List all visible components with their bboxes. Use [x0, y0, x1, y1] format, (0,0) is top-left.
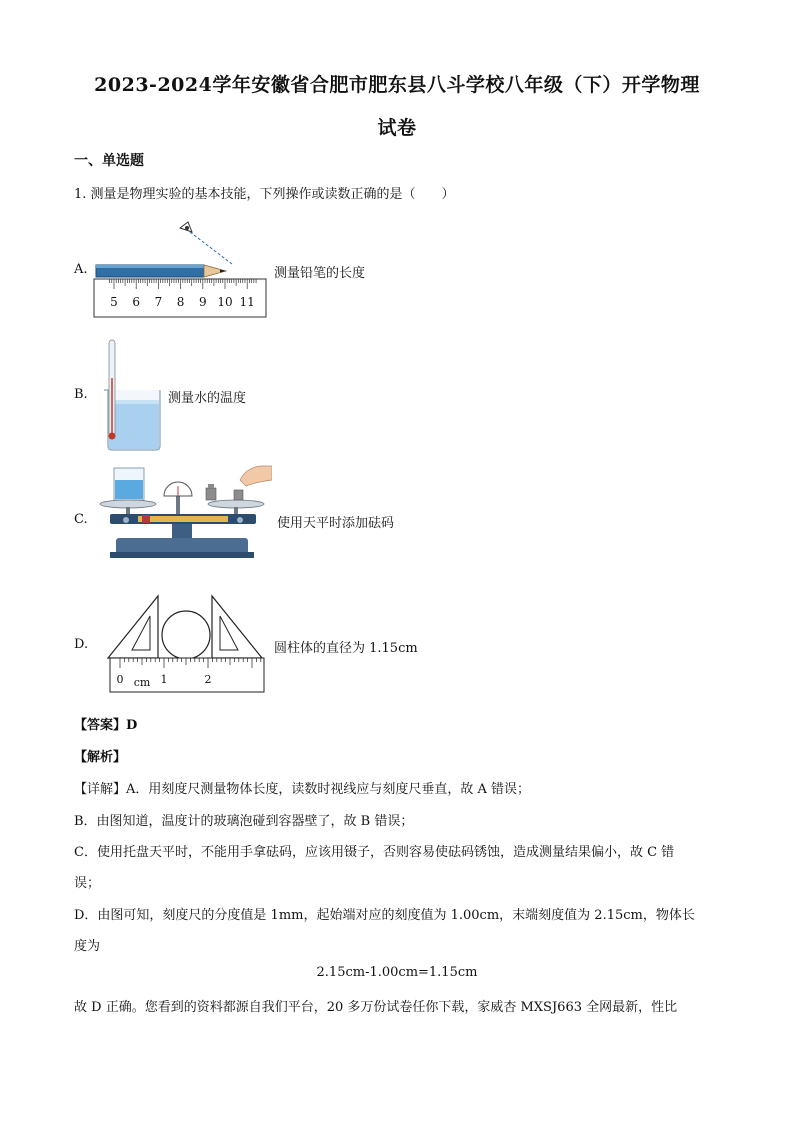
ruler-a-label: 8	[176, 295, 185, 309]
ruler-a-label: 11	[239, 295, 255, 309]
title-line-1: 2023-2024学年安徽省合肥市肥东县八斗学校八年级（下）开学物理	[94, 74, 700, 96]
ruler-d-label: 1	[160, 673, 168, 686]
ruler-d-label: cm	[133, 676, 151, 689]
answer-label: 【答案】D	[74, 718, 138, 733]
analysis-line-7: 故 D 正确。您看到的资料都源自我们平台，20 多万份试卷任你下载，家威杏 MXSJ663 全网最新，性比	[74, 1000, 678, 1015]
analysis-line-6: 度为	[74, 939, 101, 954]
ruler-d-label: 0	[116, 673, 124, 686]
balance-figure	[96, 462, 272, 562]
pencil-ruler-figure	[92, 218, 272, 320]
thermometer-beaker-figure	[100, 338, 170, 454]
title-line-2: 试卷	[377, 117, 417, 139]
analysis-heading: 【解析】	[74, 750, 127, 765]
option-a-text: 测量铅笔的长度	[274, 266, 366, 281]
ruler-a-label: 7	[154, 295, 163, 309]
ruler-a-label: 9	[198, 295, 207, 309]
option-d-text: 圆柱体的直径为 1.15cm	[274, 641, 418, 656]
ruler-a-label: 6	[132, 295, 141, 309]
question-text: 1. 测量是物理实验的基本技能，下列操作或读数正确的是（ ）	[74, 187, 455, 202]
section-heading: 一、单选题	[74, 153, 144, 169]
option-d-label: D.	[74, 637, 89, 652]
ruler-a-label: 10	[217, 295, 233, 309]
analysis-line-3: C．使用托盘天平时，不能用手拿砝码，应该用镊子，否则容易使砝码锈蚀，造成测量结果偏小，故 C 错	[74, 845, 675, 860]
option-c-label: C.	[74, 512, 88, 527]
formula: 2.15cm-1.00cm=1.15cm	[316, 965, 478, 980]
option-b-label: B.	[74, 387, 88, 402]
analysis-line-1: 【详解】A．用刻度尺测量物体长度，读数时视线应与刻度尺垂直，故 A 错误；	[74, 782, 531, 797]
cylinder-diameter-figure	[106, 594, 266, 694]
analysis-line-5: D．由图可知，刻度尺的分度值是 1mm，起始端对应的刻度值为 1.00cm，末端刻度值为 2.15cm，物体长	[74, 908, 695, 923]
ruler-a-label: 5	[110, 295, 118, 309]
option-a-label: A.	[74, 262, 88, 277]
option-c-text: 使用天平时添加砝码	[277, 516, 395, 531]
option-b-text: 测量水的温度	[168, 391, 247, 406]
analysis-line-4: 误；	[74, 876, 101, 891]
ruler-d-label: 2	[204, 673, 212, 686]
analysis-line-2: B．由图知道，温度计的玻璃泡碰到容器壁了，故 B 错误；	[74, 814, 414, 829]
